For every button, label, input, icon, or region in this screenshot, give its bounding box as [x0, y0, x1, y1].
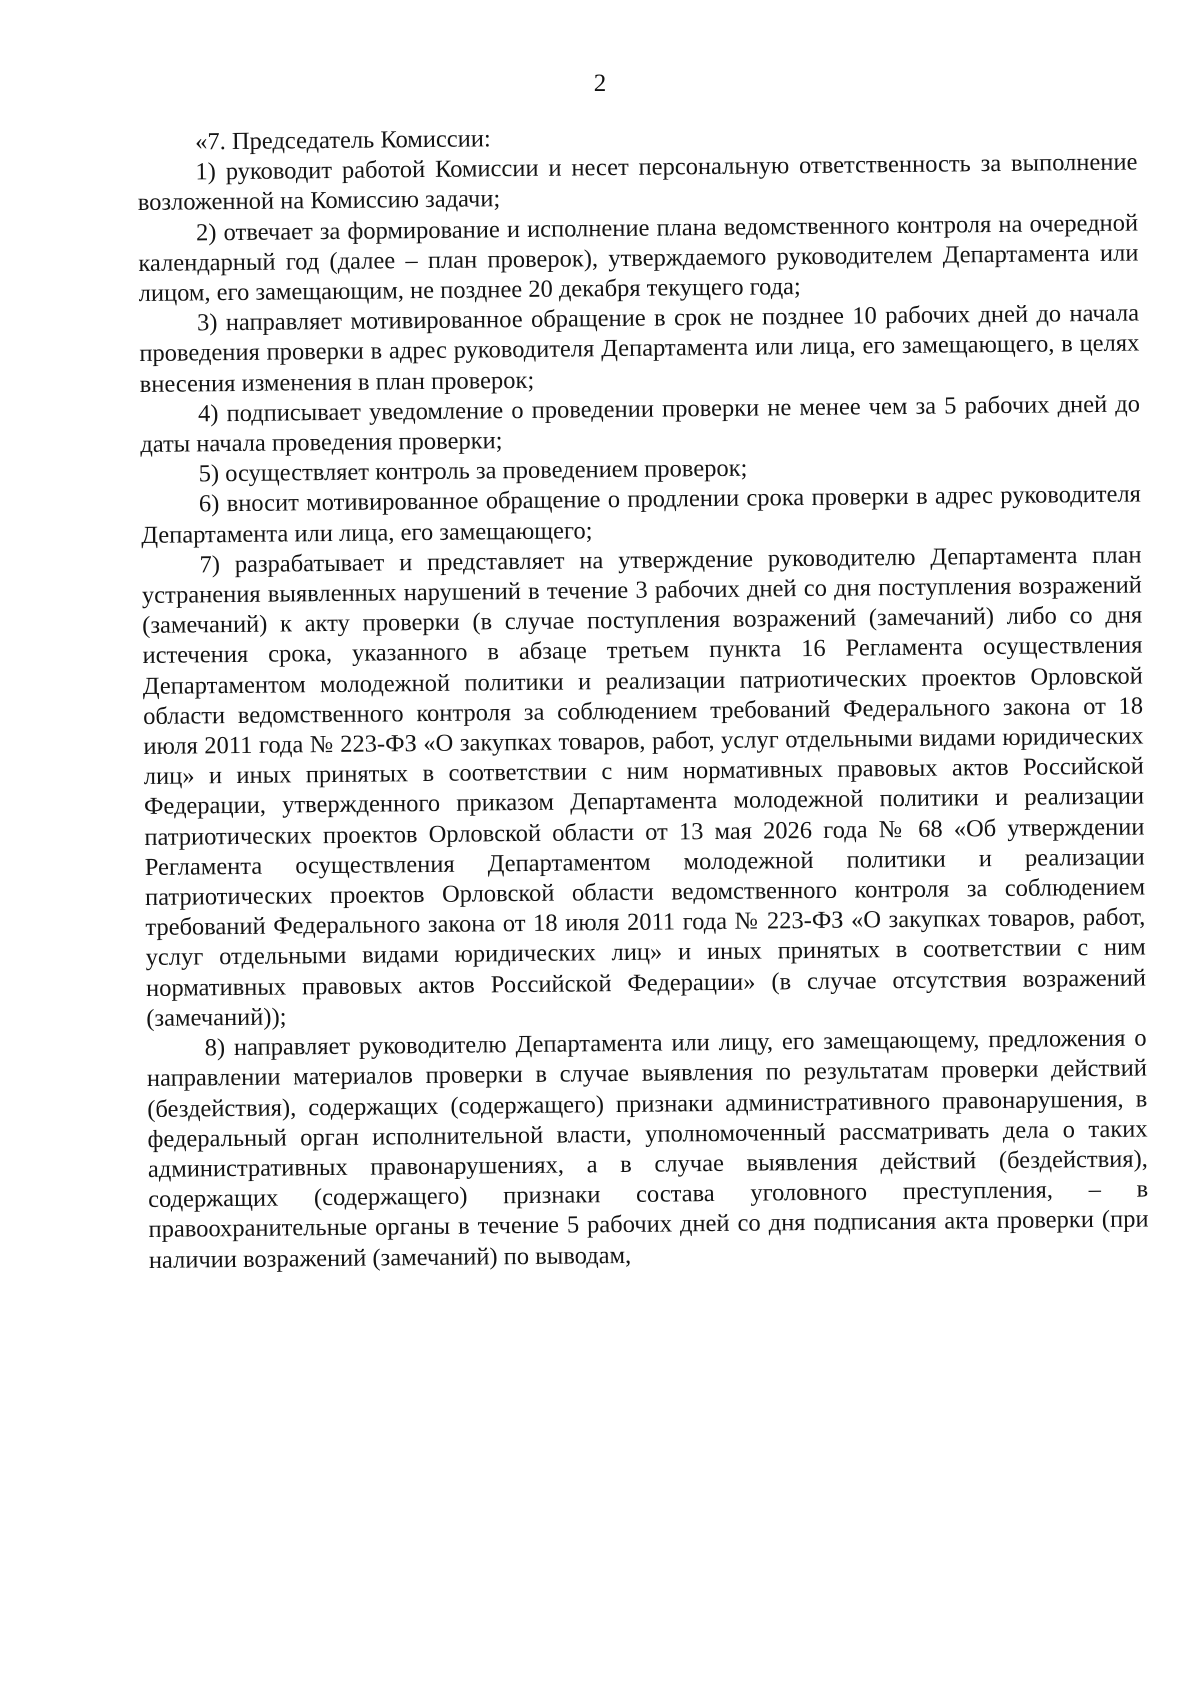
list-item-1: 1) руководит работой Комиссии и несет персональную ответственность за выполнение возложенной на Комиссию задачи;: [137, 148, 1138, 217]
list-item-5: 5) осуществляет контроль за проведением проверок;: [198, 454, 748, 488]
document-body: [137, 118, 1149, 1276]
section-heading: «7. Председатель Комиссии:: [195, 125, 491, 156]
list-item-2: 2) отвечает за формирование и исполнение плана ведомственного контроля на очередной календарный год (далее – план проверок), утверждаемого руководителем Департамента или лицом, его замещающим, не позднее 20 декабря текущего года;: [138, 209, 1139, 308]
list-item-6: 6) вносит мотивированное обращение о продлении срока проверки в адрес руководителя Департамента или лица, его замещающего;: [141, 480, 1142, 549]
list-item-7: 7) разрабатывает и представляет на утверждение руководителю Департамента план устранения выявленных нарушений в течение 3 рабочих дней со дня поступления возражений (замечаний) к акту проверки (в случае поступления возражений (замечаний) либо со дня истечения срока, указанного в абзаце третьем пункта 16 Регламента осуществления Департаментом молодежной политики и реализации патриотических проектов Орловской области ведомственного контроля за соблюдением требований Федерального закона от 18 июля 2011 года № 223-ФЗ «О закупках товаров, работ, услуг отдельными видами юридических лиц» и иных принятых в соответствии с ним нормативных правовых актов Российской Федерации, утвержденного приказом Департамента молодежной политики и реализации патриотических проектов Орловской области от 13 мая 2026 года № 68 «Об утверждении Регламента осуществления Департаментом молодежной политики и реализации патриотических проектов Орловской области ведомственного контроля за соблюдением требований Федерального закона от 18 июля 2011 года № 223-ФЗ «О закупках товаров, работ, услуг отдельными видами юридических лиц» и иных принятых в соответствии с ним нормативных правовых актов Российской Федерации» (в случае отсутствия возражений (замечаний));: [141, 541, 1147, 1032]
list-item-3: 3) направляет мотивированное обращение в срок не позднее 10 рабочих дней до начала проведения проверки в адрес руководителя Департамента или лица, его замещающего, в целях внесения изменения в план проверок;: [139, 299, 1140, 398]
page-number: 2: [593, 70, 607, 97]
list-item-4: 4) подписывает уведомление о проведении проверки не менее чем за 5 рабочих дней до даты начала проведения проверки;: [140, 390, 1141, 459]
list-item-8: 8) направляет руководителю Департамента или лицу, его замещающему, предложения о направлении материалов проверки в случае выявления по результатам проверки действий (бездействия), содержащих (содержащего) признаки административного правонарушения, в федеральный орган исполнительной власти, уполномоченный рассматривать дела о таких административных правонарушениях, а в случае выявления действий (бездействия), содержащих (содержащего) признаки состава уголовного преступления, – в правоохранительные органы в течение 5 рабочих дней со дня подписания акта проверки (при наличии возражений (замечаний) по выводам,: [146, 1024, 1149, 1274]
